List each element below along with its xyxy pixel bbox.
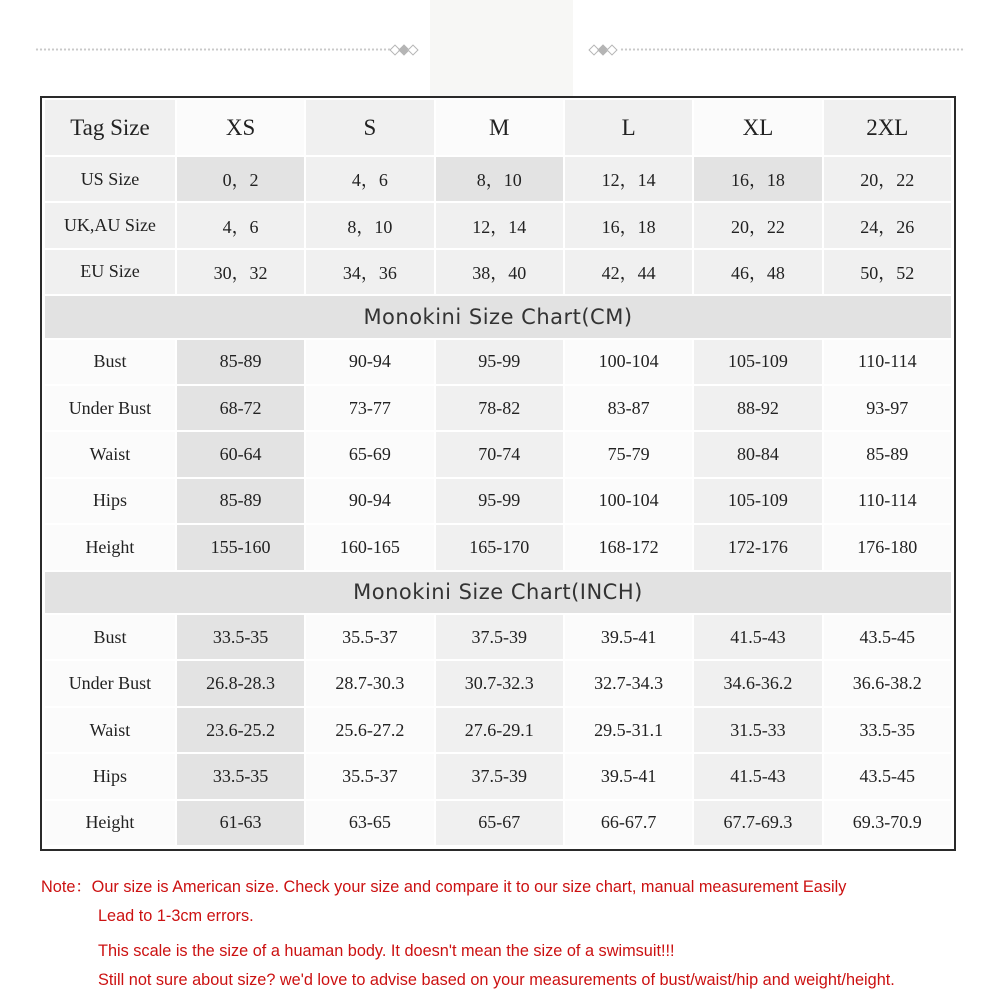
table-cell: 43.5-45 xyxy=(824,754,951,798)
diamond-ornament-right-icon xyxy=(588,43,618,57)
table-cell: 0，2 xyxy=(177,157,304,201)
inch-section-title: Monokini Size Chart(INCH) xyxy=(45,572,951,613)
table-cell: 4，6 xyxy=(177,203,304,247)
table-cell: 35.5-37 xyxy=(306,615,433,659)
table-cell: 172-176 xyxy=(694,525,821,569)
row-label: Bust xyxy=(45,340,175,384)
row-label: Under Bust xyxy=(45,386,175,430)
table-cell: 100-104 xyxy=(565,479,692,523)
dotted-divider-left xyxy=(35,48,390,51)
table-cell: 33.5-35 xyxy=(177,615,304,659)
table-cell: 24，26 xyxy=(824,203,951,247)
cm-height-row xyxy=(44,525,952,571)
top-tab-decoration xyxy=(430,0,573,96)
size-notes xyxy=(41,873,981,995)
table-cell: 90-94 xyxy=(306,479,433,523)
table-cell: 63-65 xyxy=(306,801,433,845)
table-cell: 42，44 xyxy=(565,250,692,294)
table-cell: 80-84 xyxy=(694,432,821,476)
uk-au-size-row xyxy=(44,203,952,249)
table-cell: 20，22 xyxy=(694,203,821,247)
size-header: S xyxy=(306,100,433,155)
table-cell: 31.5-33 xyxy=(694,708,821,752)
cm-under-bust-row xyxy=(44,386,952,432)
table-cell: 38，40 xyxy=(436,250,563,294)
table-cell: 78-82 xyxy=(436,386,563,430)
row-label: UK,AU Size xyxy=(45,203,175,247)
tag-size-header-row xyxy=(44,100,952,157)
table-cell: 100-104 xyxy=(565,340,692,384)
size-chart-table xyxy=(40,96,956,851)
table-cell: 35.5-37 xyxy=(306,754,433,798)
table-cell: 43.5-45 xyxy=(824,615,951,659)
size-header: L xyxy=(565,100,692,155)
table-cell: 85-89 xyxy=(824,432,951,476)
diamond-ornament-left-icon xyxy=(389,43,419,57)
table-cell: 30.7-32.3 xyxy=(436,661,563,705)
table-cell: 95-99 xyxy=(436,479,563,523)
table-cell: 60-64 xyxy=(177,432,304,476)
table-cell: 25.6-27.2 xyxy=(306,708,433,752)
table-cell: 75-79 xyxy=(565,432,692,476)
table-cell: 65-67 xyxy=(436,801,563,845)
table-cell: 155-160 xyxy=(177,525,304,569)
table-cell: 73-77 xyxy=(306,386,433,430)
inch-under-bust-row xyxy=(44,661,952,707)
table-cell: 168-172 xyxy=(565,525,692,569)
table-cell: 20，22 xyxy=(824,157,951,201)
table-cell: 29.5-31.1 xyxy=(565,708,692,752)
table-cell: 65-69 xyxy=(306,432,433,476)
table-cell: 85-89 xyxy=(177,340,304,384)
inch-height-row xyxy=(44,801,952,847)
table-cell: 110-114 xyxy=(824,479,951,523)
header-label: Tag Size xyxy=(45,100,175,155)
note-line: Lead to 1-3cm errors. xyxy=(98,907,254,925)
inch-bust-row xyxy=(44,615,952,661)
size-header: XL xyxy=(694,100,821,155)
table-cell: 34.6-36.2 xyxy=(694,661,821,705)
row-label: Under Bust xyxy=(45,661,175,705)
table-cell: 41.5-43 xyxy=(694,615,821,659)
table-cell: 105-109 xyxy=(694,340,821,384)
inch-hips-row xyxy=(44,754,952,800)
note-line: This scale is the size of a huaman body. It doesn't mean the size of a swimsuit!!! xyxy=(98,942,675,960)
table-cell: 85-89 xyxy=(177,479,304,523)
size-header: 2XL xyxy=(824,100,951,155)
row-label: Waist xyxy=(45,708,175,752)
table-cell: 33.5-35 xyxy=(177,754,304,798)
table-cell: 90-94 xyxy=(306,340,433,384)
row-label: US Size xyxy=(45,157,175,201)
table-cell: 160-165 xyxy=(306,525,433,569)
table-cell: 83-87 xyxy=(565,386,692,430)
table-cell: 39.5-41 xyxy=(565,615,692,659)
row-label: Height xyxy=(45,801,175,845)
table-cell: 110-114 xyxy=(824,340,951,384)
table-cell: 176-180 xyxy=(824,525,951,569)
cm-section-title: Monokini Size Chart(CM) xyxy=(45,296,951,337)
table-cell: 12，14 xyxy=(436,203,563,247)
eu-size-row xyxy=(44,250,952,296)
table-cell: 46，48 xyxy=(694,250,821,294)
size-header: M xyxy=(436,100,563,155)
row-label: Bust xyxy=(45,615,175,659)
cm-hips-row xyxy=(44,479,952,525)
table-cell: 12，14 xyxy=(565,157,692,201)
note-line: Still not sure about size? we'd love to advise based on your measurements of bust/waist/hip and weight/height. xyxy=(98,971,895,989)
table-cell: 70-74 xyxy=(436,432,563,476)
table-cell: 66-67.7 xyxy=(565,801,692,845)
table-cell: 8，10 xyxy=(436,157,563,201)
table-cell: 41.5-43 xyxy=(694,754,821,798)
table-cell: 34，36 xyxy=(306,250,433,294)
inch-waist-row xyxy=(44,708,952,754)
note-line: Note：Our size is American size. Check your size and compare it to our size chart, manual measurement Easily xyxy=(41,878,847,896)
row-label: Height xyxy=(45,525,175,569)
table-cell: 16，18 xyxy=(565,203,692,247)
table-cell: 67.7-69.3 xyxy=(694,801,821,845)
table-cell: 93-97 xyxy=(824,386,951,430)
table-cell: 37.5-39 xyxy=(436,754,563,798)
table-cell: 88-92 xyxy=(694,386,821,430)
size-header: XS xyxy=(177,100,304,155)
table-cell: 61-63 xyxy=(177,801,304,845)
table-cell: 165-170 xyxy=(436,525,563,569)
table-cell: 105-109 xyxy=(694,479,821,523)
table-cell: 27.6-29.1 xyxy=(436,708,563,752)
cm-waist-row xyxy=(44,432,952,478)
table-cell: 8，10 xyxy=(306,203,433,247)
table-cell: 50，52 xyxy=(824,250,951,294)
table-cell: 95-99 xyxy=(436,340,563,384)
table-cell: 30，32 xyxy=(177,250,304,294)
table-cell: 23.6-25.2 xyxy=(177,708,304,752)
table-cell: 4，6 xyxy=(306,157,433,201)
table-cell: 36.6-38.2 xyxy=(824,661,951,705)
table-cell: 16，18 xyxy=(694,157,821,201)
table-cell: 28.7-30.3 xyxy=(306,661,433,705)
row-label: Waist xyxy=(45,432,175,476)
dotted-divider-right xyxy=(620,48,965,51)
table-cell: 69.3-70.9 xyxy=(824,801,951,845)
us-size-row xyxy=(44,157,952,203)
table-cell: 32.7-34.3 xyxy=(565,661,692,705)
row-label: Hips xyxy=(45,479,175,523)
row-label: EU Size xyxy=(45,250,175,294)
table-cell: 37.5-39 xyxy=(436,615,563,659)
table-cell: 26.8-28.3 xyxy=(177,661,304,705)
table-cell: 33.5-35 xyxy=(824,708,951,752)
table-cell: 39.5-41 xyxy=(565,754,692,798)
cm-bust-row xyxy=(44,340,952,386)
row-label: Hips xyxy=(45,754,175,798)
table-cell: 68-72 xyxy=(177,386,304,430)
